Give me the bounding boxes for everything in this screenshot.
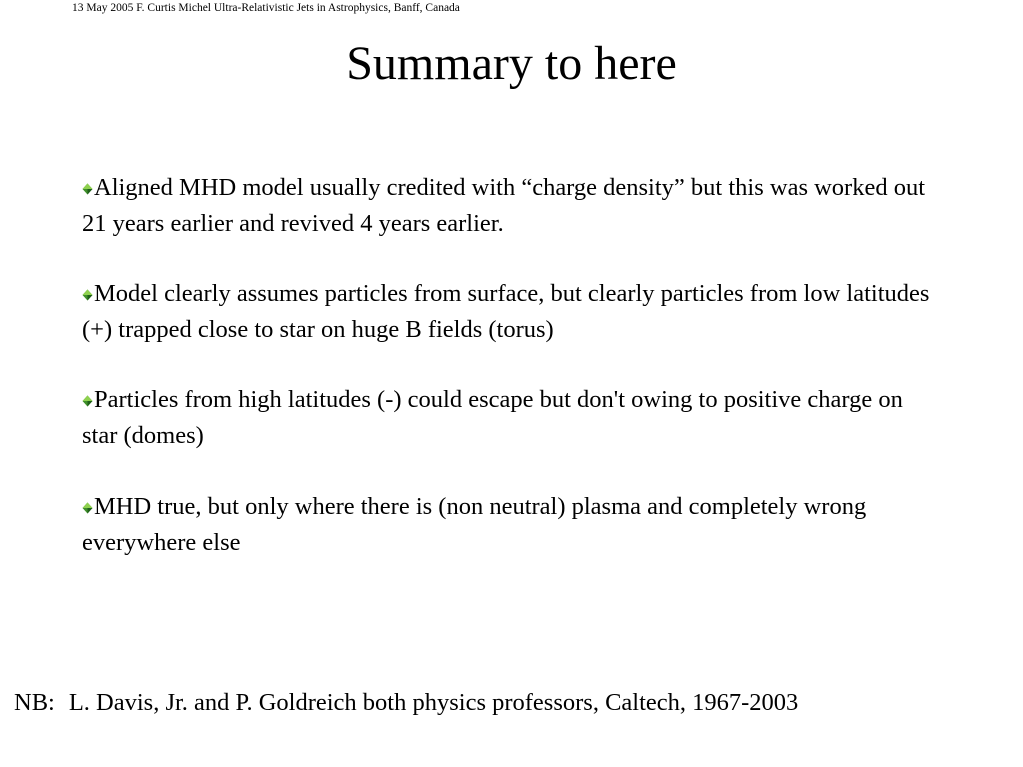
list-item — [82, 382, 942, 453]
footnote-text: L. Davis, Jr. and P. Goldreich both physics professors, Caltech, 1967-2003 — [68, 689, 799, 716]
footnote-label: NB: — [14, 689, 55, 716]
footnote — [14, 685, 798, 721]
green-diamond-bullet-icon — [82, 502, 93, 514]
page-title: Summary to here — [346, 37, 677, 90]
green-diamond-bullet-icon — [82, 395, 93, 407]
green-diamond-bullet-icon — [82, 183, 93, 195]
list-item — [82, 489, 942, 560]
list-item — [82, 170, 942, 241]
bullet-text: Model clearly assumes particles from surface, but clearly particles from low latitudes (+) trapped close to star on huge B fields (torus) — [82, 280, 930, 343]
green-diamond-bullet-icon — [82, 289, 93, 301]
bullet-text: MHD true, but only where there is (non neutral) plasma and completely wrong everywhere else — [82, 493, 867, 556]
bullet-list — [82, 170, 942, 595]
bullet-text: Particles from high latitudes (-) could escape but don't owing to positive charge on star (domes) — [82, 386, 903, 449]
bullet-text: Aligned MHD model usually credited with “charge density” but this was worked out 21 years earlier and revived 4 years earlier. — [82, 174, 926, 237]
slide-header: 13 May 2005 F. Curtis Michel Ultra-Relativistic Jets in Astrophysics, Banff, Canada — [72, 2, 460, 14]
list-item — [82, 276, 942, 347]
